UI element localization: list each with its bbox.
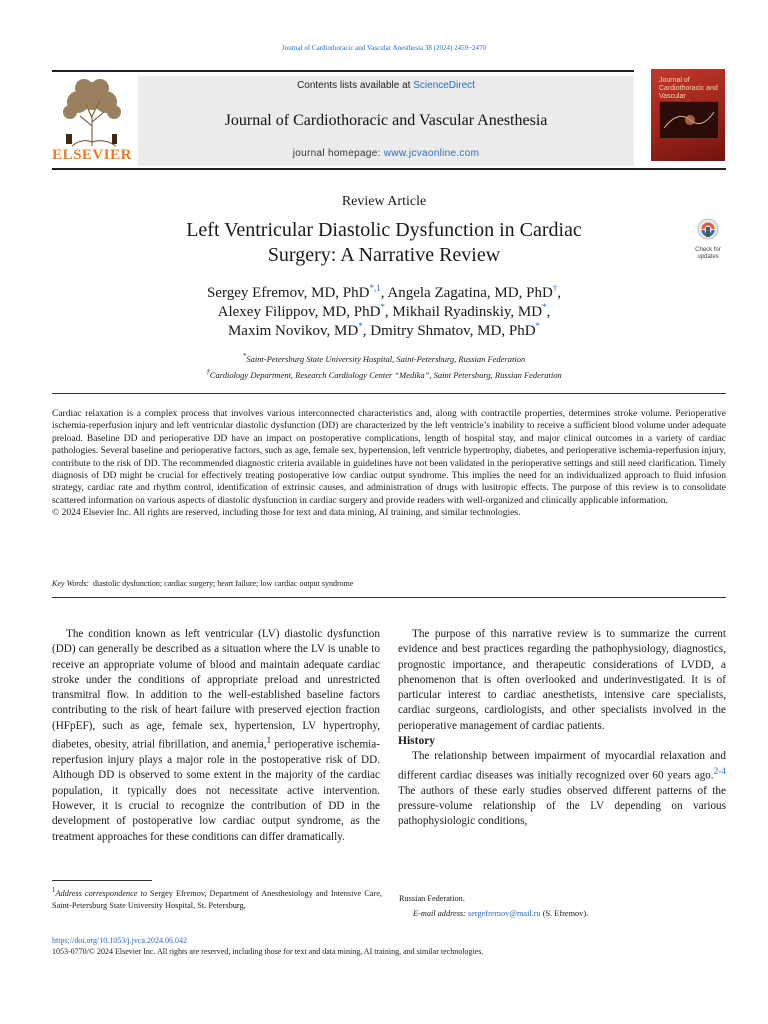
email-line: [399, 906, 729, 921]
author-marks[interactable]: *: [535, 321, 541, 331]
author-marks[interactable]: *: [542, 302, 547, 312]
affiliation-mark: *: [242, 352, 247, 360]
elsevier-tree-icon: [52, 76, 132, 148]
header-rule-bottom: [52, 168, 726, 170]
citation-ref[interactable]: 1: [266, 736, 272, 747]
body-column-right: [398, 627, 726, 830]
journal-banner: [138, 76, 634, 166]
footnote-text: Russian Federation.: [399, 894, 465, 903]
author-name[interactable]: Angela Zagatina, MD, PhD: [387, 285, 553, 301]
abstract-copyright: © 2024 Elsevier Inc. All rights are reserved, including those for text and data mining, AI training, and similar technologies.: [52, 508, 521, 519]
cover-image: [659, 101, 719, 139]
keywords-rule: [52, 597, 726, 598]
author-list: [120, 284, 648, 341]
body-paragraph: The purpose of this narrative review is to summarize the current evidence and best practices regarding the pathophysiology, diagnostics, prognostic importance, and therapeutic considerations of LVDD, a phenomenon that is often overlooked and underinvestigated. It is of particular interest to cardiac anesthetists, intensive care specialists, cardiac surgeons, cardiologists, and other specialists involved in the perioperative management of cardiac patients.: [398, 628, 726, 732]
body-column-left: [52, 627, 380, 845]
affiliation: [60, 366, 708, 382]
author-marks[interactable]: †: [552, 283, 558, 293]
doi-text[interactable]: https://doi.org/10.1053/j.jvca.2024.06.042: [52, 936, 187, 945]
doi-link[interactable]: [52, 936, 187, 945]
body-text: The condition known as left ventricular (LV) diastolic dysfunction (DD) can generally be described as a situation where the LV is unable to receive an appropriate volume of blood and maintain adequate cardiac stroke under the conditions of appropriate preload and unrestricted transmitral flow. In addition to the well-established baseline factors contributing to the risk of heart failure with preserved ejection fraction (HFpEF), such as age, female sex, hypertension, LV hypertrophy, diabetes, obesity, atrial fibrillation, and anemia,: [52, 628, 380, 751]
author-name[interactable]: Alexey Filippov, MD, PhD: [217, 304, 381, 320]
elsevier-logo[interactable]: [52, 76, 132, 164]
footnote-text: Sergey Efremov, Department of Anesthesiology and Intensive Care, Saint-Petersburg State University Hospital, St. Petersburg,: [52, 888, 382, 910]
check-for-updates-button[interactable]: [688, 218, 728, 258]
body-paragraph: [398, 749, 726, 829]
journal-citation[interactable]: Journal of Cardiothoracic and Vascular Anesthesia 38 (2024) 2459−2470: [281, 44, 487, 52]
footnote-rule: [52, 880, 152, 881]
affiliation-text: Cardiology Department, Research Cardiology Center “Medika”, Saint Petersburg, Russian Federation: [209, 369, 562, 380]
journal-homepage: [138, 148, 634, 159]
sciencedirect-link[interactable]: ScienceDirect: [413, 80, 475, 91]
journal-title: Journal of Cardiothoracic and Vascular Anesthesia: [224, 112, 548, 129]
email-label: E-mail address:: [413, 909, 466, 918]
article-title: Left Ventricular Diastolic Dysfunction in Cardiac Surgery: A Narrative Review: [186, 219, 582, 266]
cover-title: Journal of Cardiothoracic and Vascular: [659, 77, 718, 100]
affiliation-text: Saint-Petersburg State University Hospital, Saint-Petersburg, Russian Federation: [246, 353, 526, 364]
affiliation: [60, 350, 708, 366]
author-marks[interactable]: *: [380, 302, 385, 312]
author-separator: ,: [362, 323, 371, 339]
keywords-label: Key Words:: [52, 579, 89, 588]
email-suffix: (S. Efremov).: [540, 909, 589, 918]
author-name[interactable]: Maxim Novikov, MD: [227, 323, 359, 339]
affiliations: [60, 350, 708, 382]
elsevier-wordmark: ELSEVIER: [52, 147, 132, 163]
body-text: perioperative ischemia-reperfusion injury plays a major role in the postoperative risk of DD. Although DD is observed to some extent in the majority of the cardiac population, it typically does not necessitate active intervention. However, it is crucial to recognize the contribution of DD in the development of postoperative low cardiac output syndrome, as the treatment approaches for these conditions can differ dramatically.: [52, 738, 380, 843]
homepage-prefix: journal homepage:: [292, 148, 384, 159]
citation-ref[interactable]: 2-4: [713, 766, 726, 777]
footnote: [52, 885, 382, 912]
header-rule: [52, 70, 634, 72]
author-marks[interactable]: *: [358, 321, 363, 331]
author-name[interactable]: Sergey Efremov, MD, PhD: [206, 285, 370, 301]
issn-copyright: 1053-0770/© 2024 Elsevier Inc. All rights are reserved, including those for text and data mining, AI training, and similar technologies.: [52, 947, 484, 956]
check-updates-label: Check for updates: [695, 247, 721, 260]
article-type: Review Article: [341, 194, 427, 209]
author-separator: ,: [546, 304, 551, 320]
keywords: [52, 579, 726, 588]
abstract-text: Cardiac relaxation is a complex process that involves various interconnected characteristics and, along with contractile properties, determines stroke volume. Perioperative ischemia-reperfusion injury and left ventricular diastolic dysfunction (DD) are characterized by the left ventricle’s inability to receive a sufficient blood volume under adequate preload. Baseline DD and perioperative DD have an impact on postoperative complications, length of hospital stay, and major clinical outcomes in a variety of cardiac pathologies. Several baseline and perioperative factors, such as age, female sex, hypertension, left ventricle hypertrophy, diabetes, and perioperative ischemia-reperfusion injury, contribute to the risk of DD. The recommended diagnostic criteria available in guidelines have not been validated in the perioperative settings and still need clarification. Timely diagnosis of DD might be crucial for effectively treating postoperative low cardiac output syndrome. This implies the need for an individualized approach to fluid infusion strategy, cardiac rate and rhythm control, identification of extrinsic causes, and administration of drugs with lusitropic effects. The purpose of this review is to consolidate scattered information on various aspects of diastolic dysfunction in cardiac surgery and provide readers with well-organized and clinically applicable information.: [52, 409, 726, 506]
section-heading-history: History: [398, 735, 436, 748]
footnote-continued: [399, 891, 729, 921]
author-separator: ,: [557, 285, 562, 301]
affiliation-mark: †: [206, 367, 210, 376]
homepage-link[interactable]: www.jcvaonline.com: [383, 148, 480, 159]
author-marks[interactable]: *,1: [369, 283, 381, 293]
email-link[interactable]: sergefremov@mail.ru: [468, 909, 541, 918]
author-separator: ,: [384, 304, 393, 320]
journal-cover-thumbnail[interactable]: [651, 69, 725, 161]
body-text: The authors of these early studies observed different patterns of the pressure-volume relationship of the LV depending on various pathophysiologic conditions,: [398, 784, 726, 828]
keywords-text: diastolic dysfunction; cardiac surgery; heart failure; low cardiac output syndrome: [92, 579, 354, 588]
check-updates-icon: [697, 218, 719, 242]
author-separator: ,: [380, 285, 388, 301]
abstract: [52, 408, 726, 520]
author-name[interactable]: Mikhail Ryadinskiy, MD: [392, 304, 543, 320]
contents-prefix: Contents lists available at: [297, 80, 414, 91]
author-name[interactable]: Dmitry Shmatov, MD, PhD: [370, 323, 536, 339]
contents-line: [138, 80, 634, 91]
footnote-label: Address correspondence to: [55, 888, 148, 898]
body-text: The relationship between impairment of myocardial relaxation and different cardiac diseases was initially recognized over 60 years ago.: [398, 750, 726, 782]
cover-art-icon: [660, 102, 718, 138]
body-paragraph: [52, 627, 380, 845]
footnote-mark: 1: [52, 887, 56, 894]
abstract-rule-top: [52, 393, 726, 394]
